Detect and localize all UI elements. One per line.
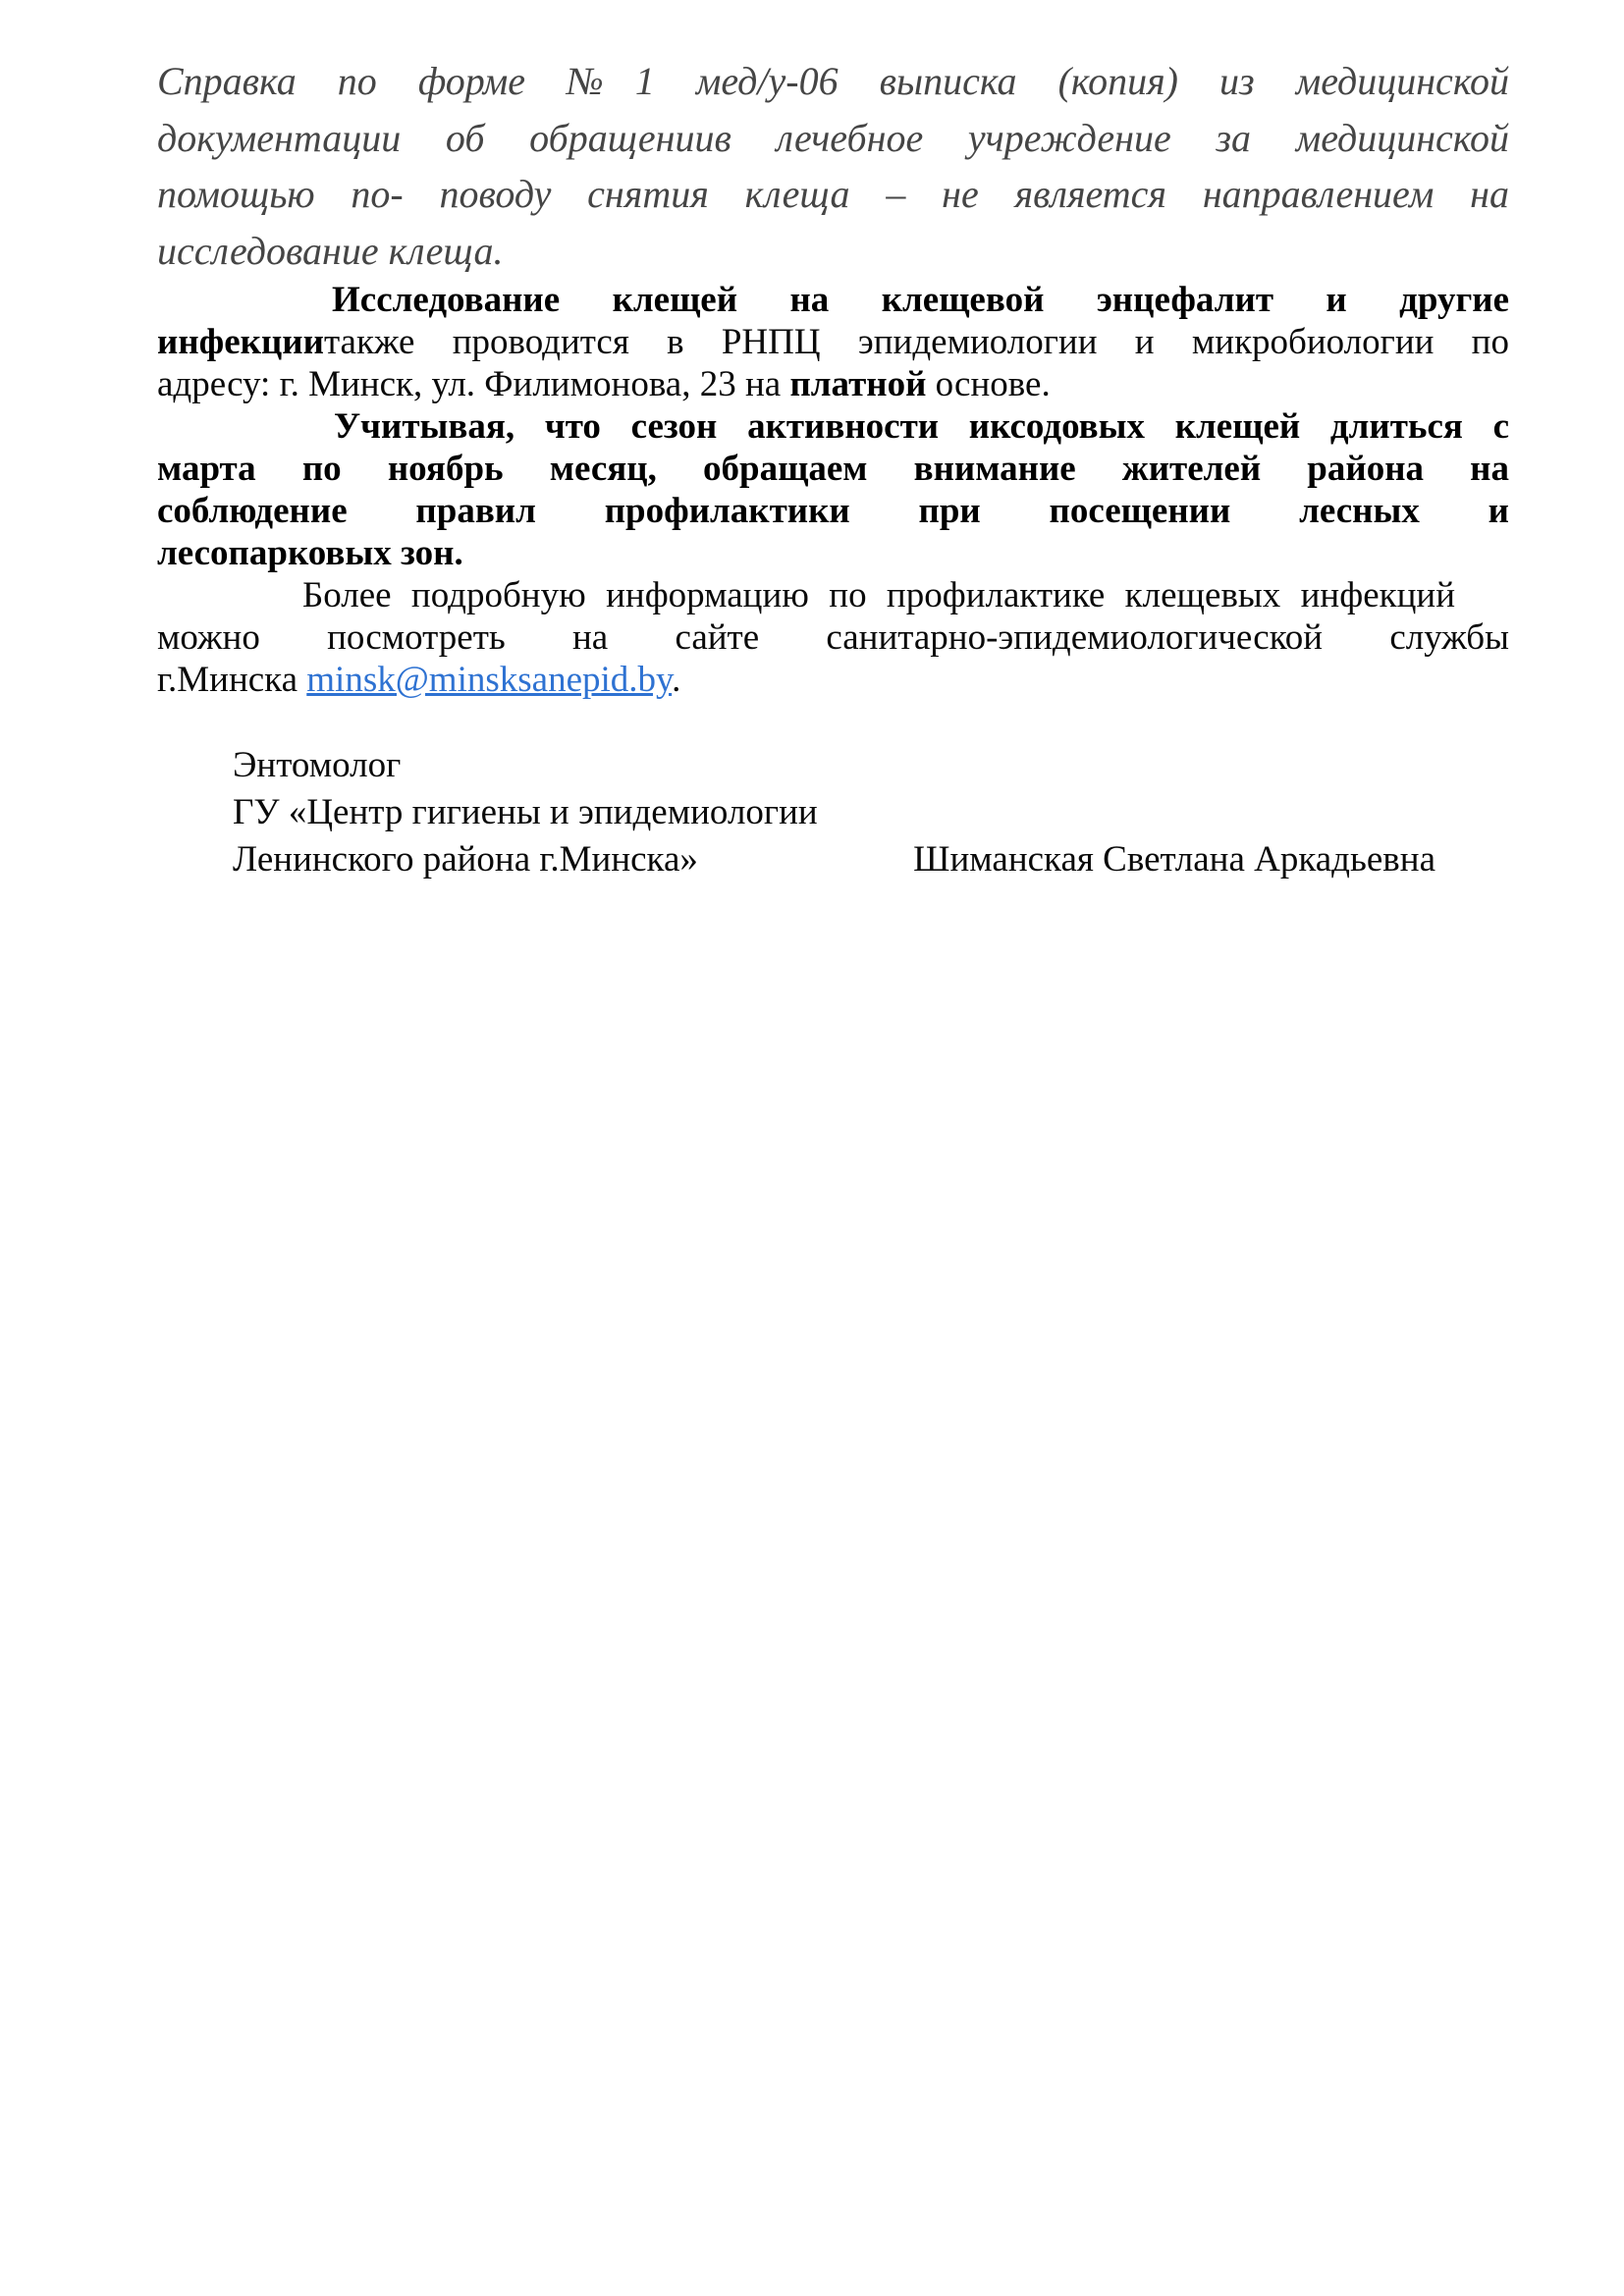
bold-text: платной bbox=[789, 364, 927, 404]
regular-text: г.Минска bbox=[157, 660, 307, 700]
regular-text: основе. bbox=[926, 364, 1051, 404]
signature-block bbox=[233, 742, 1509, 883]
text-line: Исследование клещей на клещевой энцефалит и другие bbox=[332, 280, 1509, 320]
info-paragraph bbox=[157, 574, 1509, 701]
text-line: марта по ноябрь месяц, обращаем внимание жителей района на bbox=[157, 449, 1509, 489]
text-line: документации об обращениив лечебное учреждение за медицинской bbox=[157, 115, 1509, 160]
season-paragraph bbox=[157, 405, 1509, 574]
signature-org-line: Ленинского района г.Минска» bbox=[233, 839, 698, 880]
text-line: Более подробную информацию по профилактике клещевых инфекций bbox=[302, 575, 1455, 615]
text-line: исследование клеща. bbox=[157, 228, 504, 273]
regular-text: адресу: г. Минск, ул. Филимонова, 23 на bbox=[157, 364, 790, 404]
signature-org-line: ГУ «Центр гигиены и эпидемиологии bbox=[233, 792, 818, 832]
bold-text: инфекции bbox=[157, 322, 324, 362]
intro-paragraph bbox=[157, 53, 1509, 279]
text-line: соблюдение правил профилактики при посещении лесных и bbox=[157, 491, 1509, 531]
text-line bbox=[157, 659, 1509, 701]
signature-name: Шиманская Светлана Аркадьевна bbox=[913, 839, 1435, 880]
signature-role: Энтомолог bbox=[233, 745, 402, 785]
email-link[interactable]: minsk@minsksanepid.by bbox=[306, 660, 673, 700]
research-paragraph bbox=[157, 279, 1509, 405]
signature-row bbox=[233, 836, 1509, 883]
text-line: можно посмотреть на сайте санитарно-эпидемиологической службы bbox=[157, 617, 1509, 658]
regular-text: . bbox=[672, 660, 681, 700]
text-line bbox=[157, 363, 1509, 405]
text-line: помощью по- поводу снятия клеща – не является направлением на bbox=[157, 172, 1509, 216]
regular-text: также проводится в РНПЦ эпидемиологии и микробиологии по bbox=[323, 322, 1509, 362]
text-line bbox=[157, 321, 1509, 363]
text-line: Учитывая, что сезон активности иксодовых клещей длиться с bbox=[334, 406, 1509, 447]
text-line: лесопарковых зон. bbox=[157, 533, 463, 573]
text-line: Справка по форме №1 мед/у-06 выписка (копия) из медицинской bbox=[157, 59, 1509, 103]
